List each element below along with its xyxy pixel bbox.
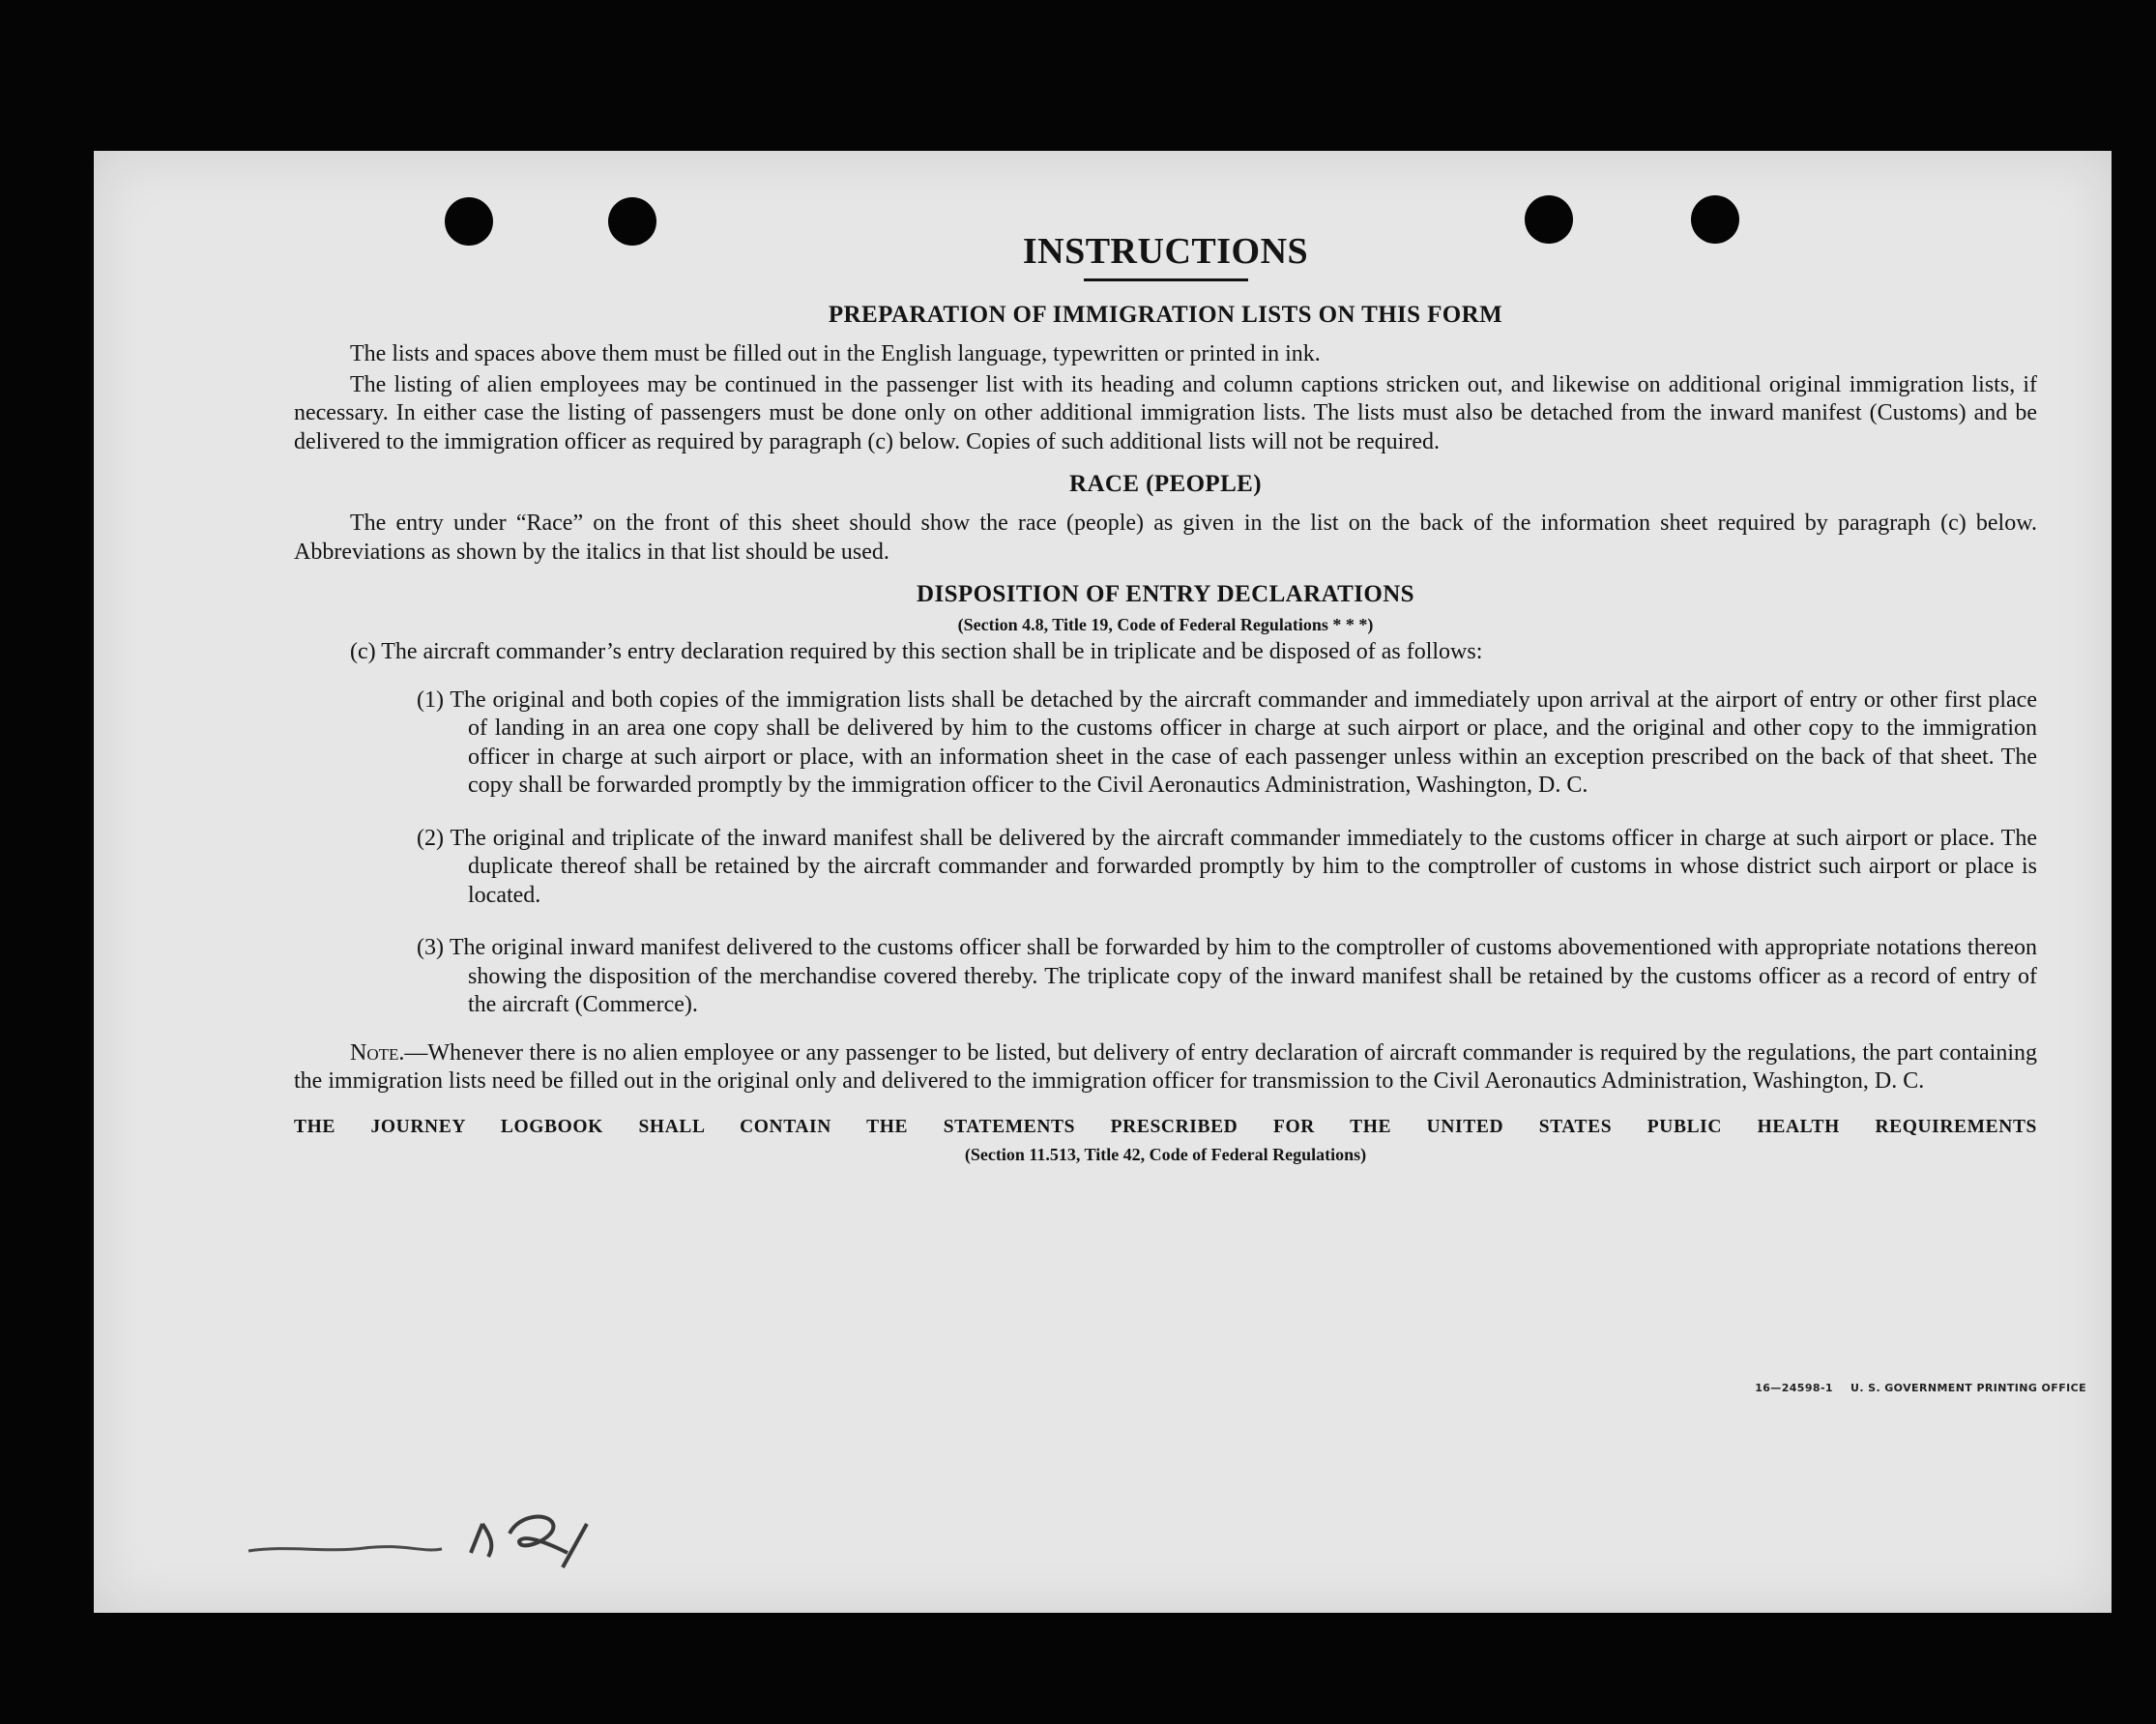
note-text: —Whenever there is no alien employee or any passenger to be listed, but delivery of entry declaration of aircraft commander is required by the regulations, the part containing the immigration lists need be filled out in the original only and delivered to the immigration officer for transmission to the Civil Aeronautics Administration, Washington, D. C. bbox=[294, 1039, 2037, 1094]
disposition-item: (2) The original and triplicate of the inward manifest shall be delivered by the aircraft commander immediately to the customs officer in charge at such airport or place. The duplicate thereof shall be retained by the aircraft commander and forwarded promptly by him to the comptroller of customs in whose district such airport or place is located. bbox=[417, 825, 2037, 908]
section-heading-race: RACE (PEOPLE) bbox=[1069, 471, 1262, 497]
printer-office: U. S. GOVERNMENT PRINTING OFFICE bbox=[1850, 1382, 2086, 1394]
clause-c: (c) The aircraft commander’s entry declaration required by this section shall be in triplicate and be disposed of as follows: bbox=[350, 639, 1483, 664]
handwritten-signature bbox=[229, 1495, 635, 1582]
paragraph-race: The entry under “Race” on the front of this sheet should show the race (people) as given in the list on the back of the information sheet required by paragraph (c) below. Abbreviations as shown by the italics in that list should be used. bbox=[294, 511, 2037, 565]
title-underline bbox=[1084, 278, 1248, 281]
printer-code: 16—24598-1 bbox=[1755, 1382, 1833, 1394]
section-heading-disposition: DISPOSITION OF ENTRY DECLARATIONS bbox=[917, 581, 1414, 607]
disposition-item: (1) The original and both copies of the immigration lists shall be detached by the aircraft commander and immediately upon arrival at the airport of entry or other first place of landing in an area one copy shall be delivered by him to the customs officer in charge at such airport or place, and the original and other copy to the immigration officer in charge at such airport or place, with an information sheet in the case of each passenger unless within an exception prescribed on the back of that sheet. The copy shall be forwarded promptly by the immigration officer to the Civil Aeronautics Administration, Washington, D. C. bbox=[417, 687, 2037, 798]
note-label: Note. bbox=[350, 1039, 405, 1066]
note-paragraph bbox=[294, 1039, 2037, 1096]
page-title: INSTRUCTIONS bbox=[1022, 231, 1309, 272]
disposition-item: (3) The original inward manifest delivered to the customs officer shall be forwarded by him to the comptroller of customs abovementioned with appropriate notations thereon showing the disposition of the merchandise covered thereby. The triplicate copy of the inward manifest shall be retained by the customs officer as a record of entry of the aircraft (Commerce). bbox=[417, 935, 2037, 1017]
journey-logbook-heading: THE JOURNEY LOGBOOK SHALL CONTAIN THE STATEMENTS PRESCRIBED FOR THE UNITED STATES PUBLIC HEALTH REQUIREMENTS bbox=[294, 1116, 2037, 1137]
citation-journey: (Section 11.513, Title 42, Code of Federal Regulations) bbox=[964, 1144, 1367, 1164]
paragraph-preparation-1: The lists and spaces above them must be filled out in the English language, typewritten or printed in ink. bbox=[350, 341, 1321, 366]
paragraph-preparation-2: The listing of alien employees may be continued in the passenger list with its heading and column captions stricken out, and likewise on additional original immigration lists, if necessary. In either case the listing of passengers must be done only on other additional immigration lists. The lists must also be detached from the inward manifest (Customs) and be delivered to the immigration officer as required by paragraph (c) below. Copies of such additional lists will not be required. bbox=[294, 371, 2037, 454]
form-sheet bbox=[94, 151, 2112, 1613]
instructions-content bbox=[294, 230, 2037, 1168]
section-heading-preparation: PREPARATION OF IMMIGRATION LISTS ON THIS FORM bbox=[828, 302, 1503, 328]
citation-disposition: (Section 4.8, Title 19, Code of Federal Regulations * * *) bbox=[957, 615, 1374, 634]
printer-imprint bbox=[1755, 1382, 2086, 1394]
